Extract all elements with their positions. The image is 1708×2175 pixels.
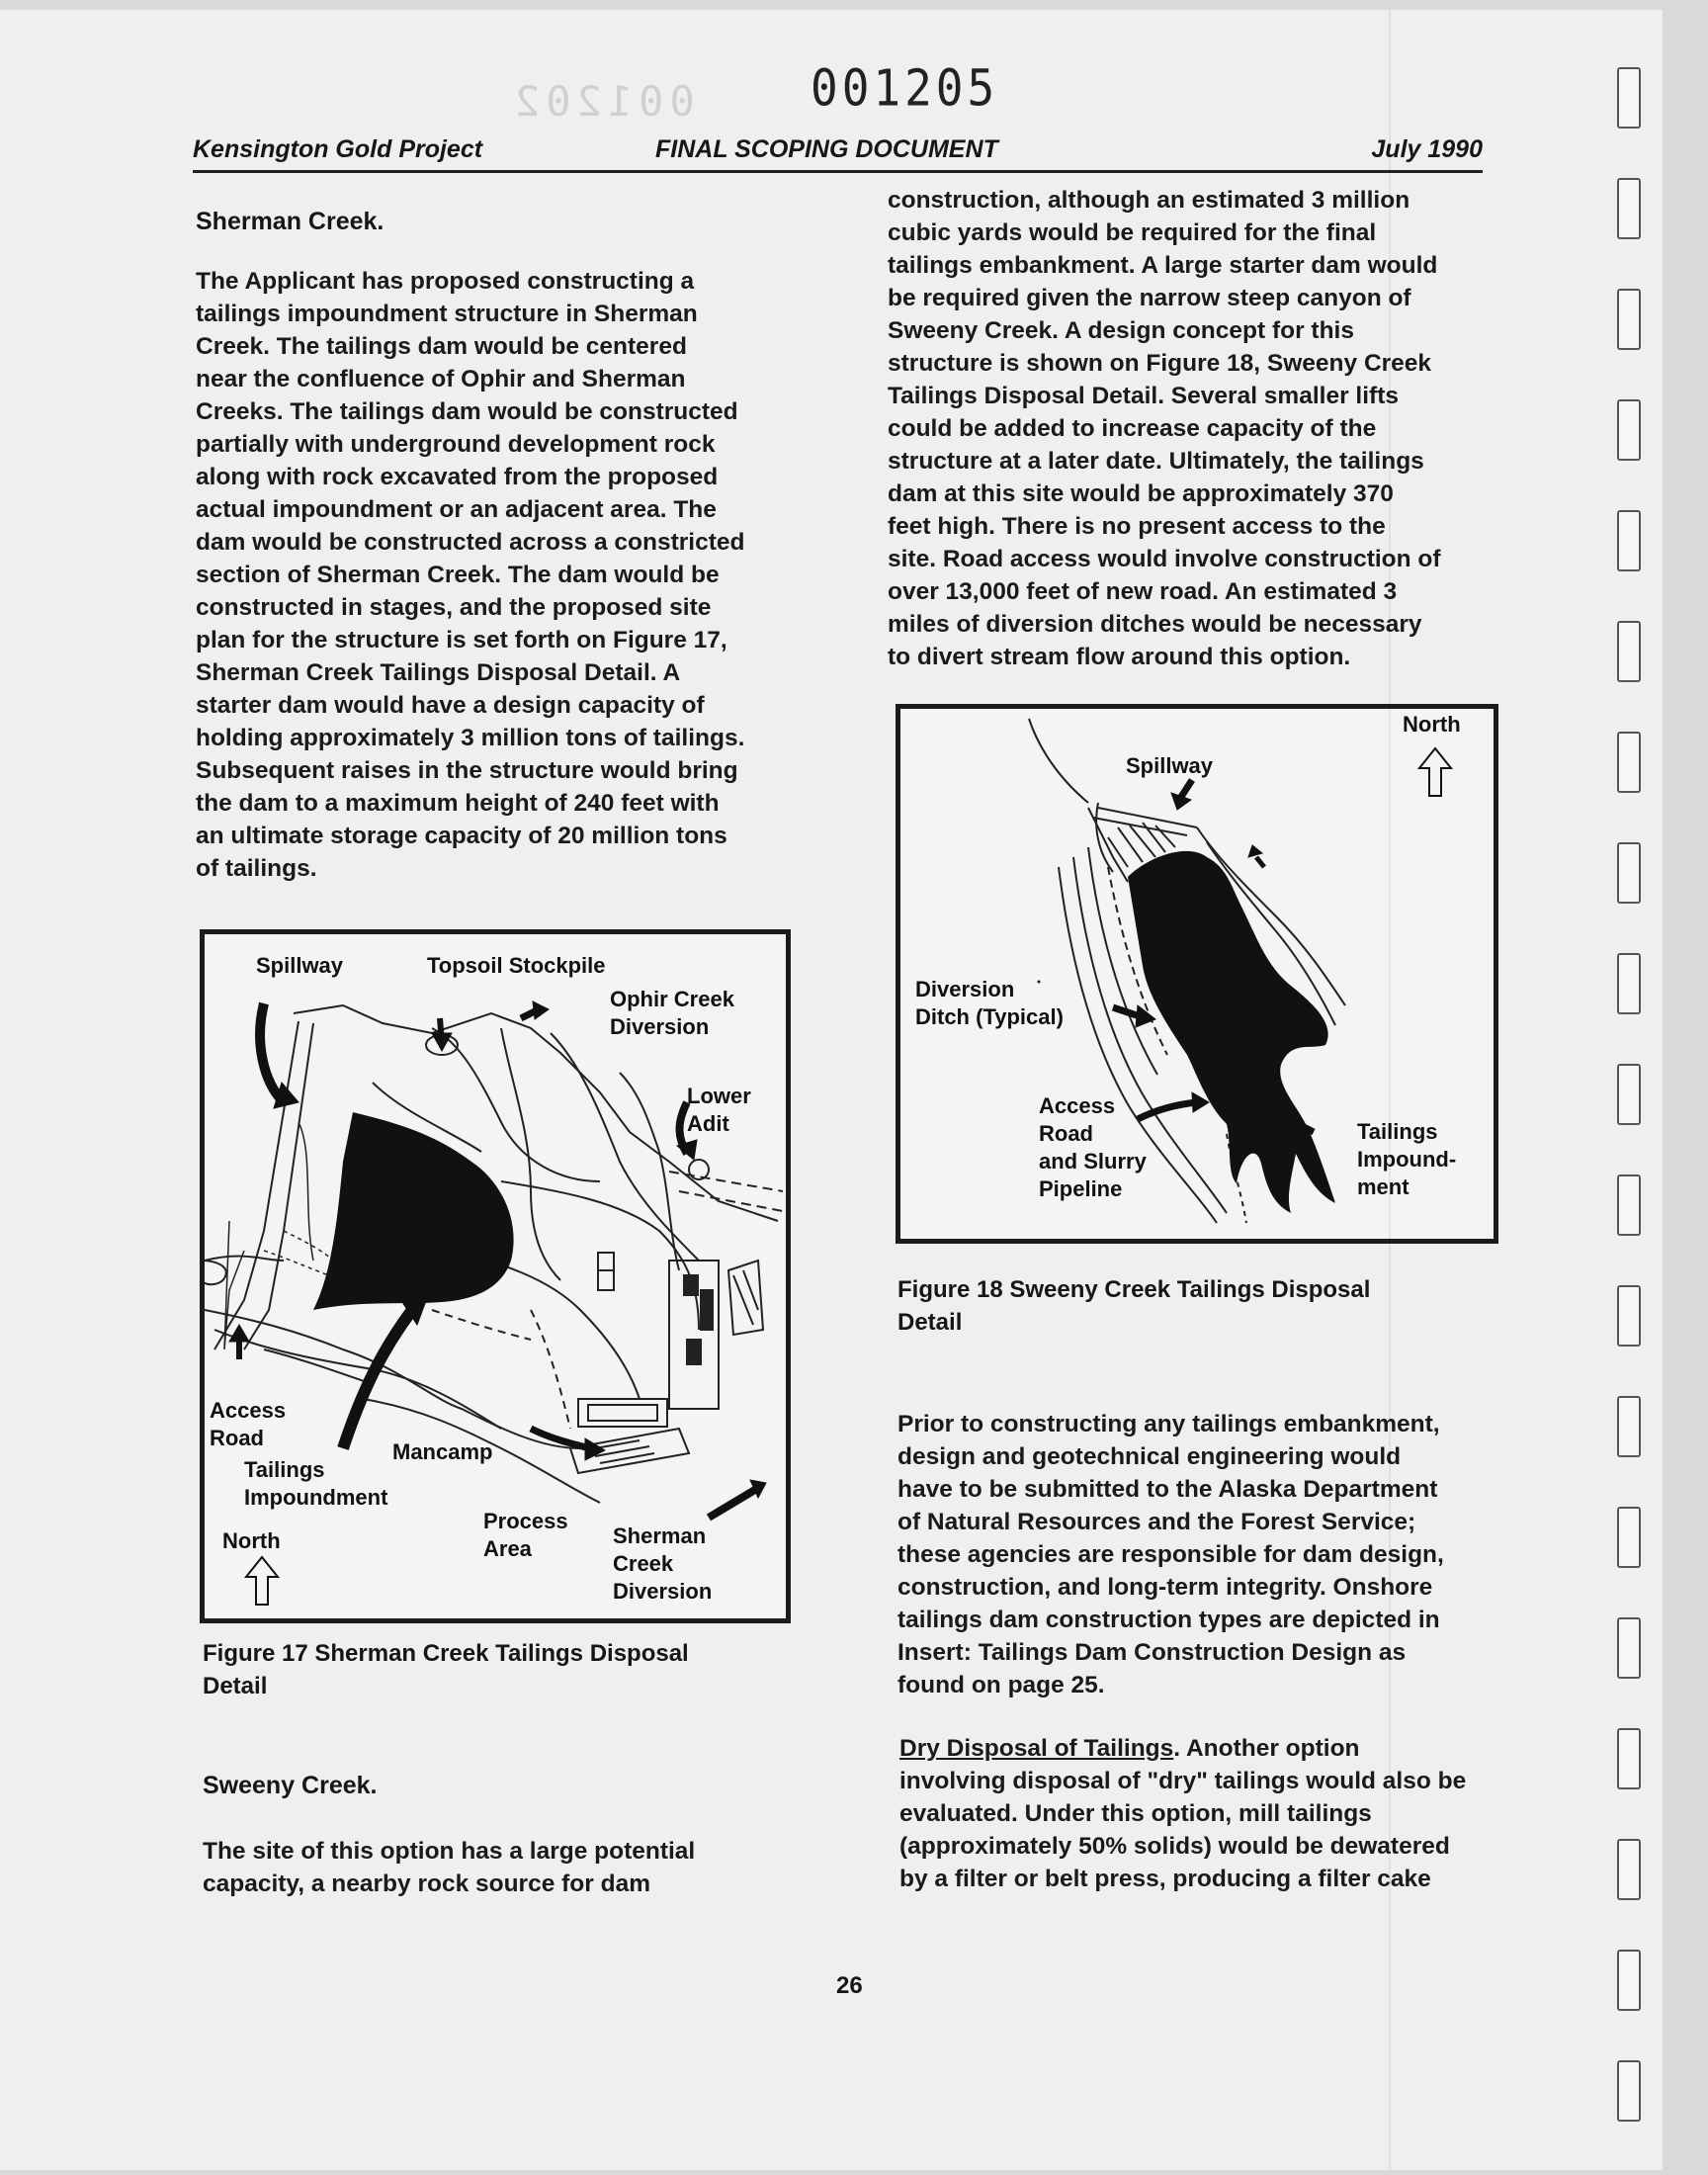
fig18-label-tailings: Tailings Impound- ment	[1357, 1119, 1457, 1199]
fig18-label-diversion-ditch: Diversion Ditch (Typical)	[915, 977, 1064, 1029]
fig18-label-north: North	[1403, 712, 1461, 737]
fig17-label-topsoil: Topsoil Stockpile	[427, 953, 606, 978]
paragraph-prior-construction: Prior to constructing any tailings embankment, design and geotechnical engineering would have to be submitted to the Alaska Department of Natural Resources and the Forest Service; these agencies are responsible for dam design, construction, and long-term integrity. Onshore tailings dam construction types are depicted in Insert: Tailings Dam Construction Design as found on page 25.	[897, 1411, 1444, 1698]
fig17-label-process-area: Process Area	[483, 1509, 568, 1561]
page-number: 26	[836, 1972, 863, 1999]
document-page	[0, 10, 1663, 2170]
fig17-label-ophir: Ophir Creek Diversion	[610, 987, 734, 1039]
fig17-label-mancamp: Mancamp	[392, 1439, 493, 1464]
section-heading-sweeny: Sweeny Creek.	[203, 1772, 378, 1799]
document-stamp-number: 001205	[811, 58, 999, 118]
sweeny-tailings-impoundment-shape	[1128, 851, 1335, 1213]
tailings-impoundment-shape	[313, 1112, 514, 1310]
fig17-label-spillway: Spillway	[256, 953, 344, 978]
figure-17-caption: Figure 17 Sherman Creek Tailings Disposal Detail	[203, 1640, 689, 1699]
fig17-label-sherman-diversion: Sherman Creek Diversion	[613, 1523, 713, 1604]
header-date: July 1990	[1371, 135, 1483, 163]
fig18-label-access-road: Access Road and Slurry Pipeline	[1039, 1093, 1147, 1201]
fig17-label-tailings: Tailings Impoundment	[244, 1457, 388, 1510]
fig18-label-spillway: Spillway	[1126, 753, 1214, 778]
figure-17-map	[200, 929, 791, 1623]
paragraph-sherman: The Applicant has proposed constructing a tailings impoundment structure in Sherman Creek. The tailings dam would be centered near the confluence of Ophir and Sherman Creeks. The tailings dam would be constructed partially with underground development rock along with rock excavated from the proposed actual impoundment or an adjacent area. The dam would be constructed across a constricted section of Sherman Creek. The dam would be constructed in stages, and the proposed site plan for the structure is set forth on Figure 17, Sherman Creek Tailings Disposal Detail. A starter dam would have a design capacity of holding approximately 3 million tons of tailings. Subsequent raises in the structure would bring the dam to a maximum height of 240 feet with an ultimate storage capacity of 20 million tons of tailings.	[196, 268, 745, 882]
paragraph-sweeny: The site of this option has a large potential capacity, a nearby rock source for dam	[203, 1838, 696, 1897]
bleed-through-stamp: 001202	[509, 77, 695, 126]
section-heading-sherman: Sherman Creek.	[196, 208, 384, 235]
dry-disposal-heading: Dry Disposal of Tailings	[899, 1735, 1174, 1762]
fig17-label-access-road: Access Road	[210, 1398, 287, 1450]
figure-18-map	[896, 704, 1498, 1244]
page-header	[193, 130, 1483, 173]
figure-18-caption: Figure 18 Sweeny Creek Tailings Disposal Detail	[897, 1276, 1371, 1336]
fig17-label-lower-adit: Lower Adit	[687, 1084, 751, 1136]
header-project: Kensington Gold Project	[193, 135, 483, 163]
header-title: FINAL SCOPING DOCUMENT	[655, 135, 998, 163]
paragraph-dry-disposal: Dry Disposal of Tailings. Another option involving disposal of "dry" tailings would also be evaluated. Under this option, mill tailings (approximately 50% solids) would be dewatered by a filter or belt press, producing a filter cake	[899, 1735, 1467, 1892]
fig17-label-north: North	[222, 1528, 281, 1553]
paragraph-sweeny-continued: construction, although an estimated 3 million cubic yards would be required for the final tailings embankment. A large starter dam would be required given the narrow steep canyon of Sweeny Creek. A design concept for this structure is shown on Figure 18, Sweeny Creek Tailings Disposal Detail. Several smaller lifts could be added to increase capacity of the structure at a later date. Ultimately, the tailings dam at this site would be approximately 370 feet high. There is no present access to the site. Road access would involve construction of over 13,000 feet of new road. An estimated 3 miles of diversion ditches would be necessary to divert stream flow around this option.	[888, 187, 1441, 670]
